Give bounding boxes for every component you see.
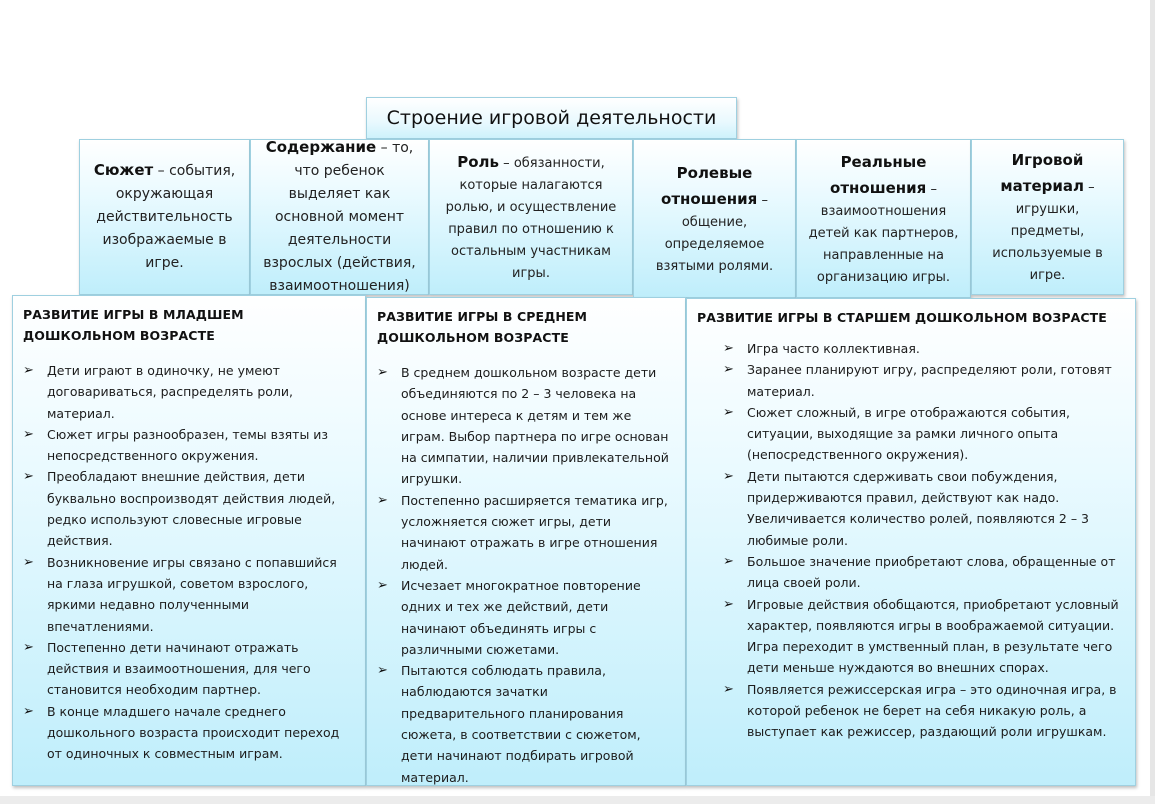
dash: – [157, 163, 165, 179]
list-item: ➢ Постепенно дети начинают отражать действия и взаимоотношения, для чего становится необходим партнер. [23, 637, 355, 701]
list-item: ➢ Преобладают внешние действия, дети буквально воспроизводят действия людей, редко используют словесные игровые действия. [23, 466, 355, 551]
component-role [429, 139, 633, 295]
list-item: ➢ Игровые действия обобщаются, приобретают условный характер, появляются игры в воображаемой ситуации. Игра переходит в умственный план, в результате чего дети меньше нуждаются во внешних спорах. [723, 594, 1125, 679]
stage-list [23, 360, 355, 765]
list-item: ➢ Дети пытаются сдерживать свои побуждения, придерживаются правил, действуют как надо. Увеличивается количество ролей, появляются 2 – 3 любимые роли. [723, 466, 1125, 551]
dash: – [930, 181, 937, 197]
list-item: ➢ Дети играют в одиночку, не умеют договариваться, распределять роли, материал. [23, 360, 355, 424]
stage-list [377, 362, 675, 788]
list-item: ➢ Исчезает многократное повторение одних и тех же действий, дети начинают объединять игры с различными сюжетами. [377, 575, 675, 660]
stage-senior [686, 298, 1136, 786]
stage-list [697, 338, 1125, 743]
component-real-relations [796, 139, 971, 298]
list-item: ➢ Постепенно расширяется тематика игр, усложняется сюжет игры, дети начинают отражать в игре отношения людей. [377, 490, 675, 575]
page-edge-right [1150, 0, 1155, 804]
component-plot [79, 139, 250, 295]
stage-middle [366, 297, 686, 786]
component-desc: события, окружающая действительность изображаемые в игре. [96, 163, 236, 271]
list-item: ➢ Заранее планируют игру, распределяют роли, готовят материал. [723, 359, 1125, 402]
diagram-title: Строение игровой деятельности [366, 97, 737, 139]
component-desc: взаимоотношения детей как партнеров, направленные на организацию игры. [808, 203, 959, 285]
component-term: Содержание [265, 138, 377, 156]
dash: – [761, 192, 768, 208]
list-item: ➢ Игра часто коллективная. [723, 338, 1125, 359]
component-term: Ролевые отношения [661, 163, 758, 208]
stage-heading: РАЗВИТИЕ ИГРЫ В СТАРШЕМ ДОШКОЛЬНОМ ВОЗРАСТЕ [697, 310, 1107, 325]
component-desc: то, что ребенок выделяет как основной момент деятельности взрослых (действия, взаимоотношения) [263, 140, 416, 294]
list-item: ➢ Сюжет сложный, в игре отображаются события, ситуации, выходящие за рамки личного опыта (непосредственного окружения). [723, 402, 1125, 466]
list-item: ➢ Пытаются соблюдать правила, наблюдаются зачатки предварительного планирования сюжета, в соответствии с сюжетом, дети начинают подбирать игровой материал. [377, 660, 675, 788]
list-item: ➢ Возникновение игры связано с попавшийся на глаза игрушкой, советом взрослого, яркими недавно полученными впечатлениями. [23, 552, 355, 637]
stage-heading: РАЗВИТИЕ ИГРЫ В СРЕДНЕМ ДОШКОЛЬНОМ ВОЗРАСТЕ [377, 309, 588, 345]
component-play-material [971, 139, 1124, 295]
list-item: ➢ Появляется режиссерская игра – это одиночная игра, в которой ребенок не берет на себя никакую роль, а выступает как режиссер, раздающий роли игрушкам. [723, 679, 1125, 743]
component-content [250, 139, 429, 295]
list-item: ➢ В среднем дошкольном возрасте дети объединяются по 2 – 3 человека на основе интереса к детям и тем же играм. Выбор партнера по игре основан на симпатии, наличии привлекательной игрушки. [377, 362, 675, 490]
stage-junior [12, 295, 366, 786]
component-term: Роль [457, 153, 500, 171]
page-edge-bottom [0, 796, 1155, 804]
component-term: Реальные отношения [830, 152, 927, 197]
component-term: Игровой материал [1000, 151, 1084, 195]
list-item: ➢ Сюжет игры разнообразен, темы взяты из непосредственного окружения. [23, 424, 355, 467]
dash: – [380, 140, 388, 156]
list-item: ➢ Большое значение приобретают слова, обращенные от лица своей роли. [723, 551, 1125, 594]
component-desc: общение, определяемое взятыми ролями. [655, 214, 774, 274]
list-item: ➢ В конце младшего начале среднего дошкольного возраста происходит переход от одиночных к совместным играм. [23, 701, 355, 765]
component-desc: игрушки, предметы, используемые в игре. [992, 202, 1103, 283]
stage-heading: РАЗВИТИЕ ИГРЫ В МЛАДШЕМ ДОШКОЛЬНОМ ВОЗРАСТЕ [23, 307, 244, 343]
dash: – [1088, 180, 1095, 195]
component-role-relations [633, 139, 796, 298]
dash: – [503, 156, 510, 171]
component-term: Сюжет [93, 161, 154, 179]
component-desc: обязанности, которые налагаются ролью, и осуществление правил по отношению к остальным участникам игры. [445, 156, 617, 281]
